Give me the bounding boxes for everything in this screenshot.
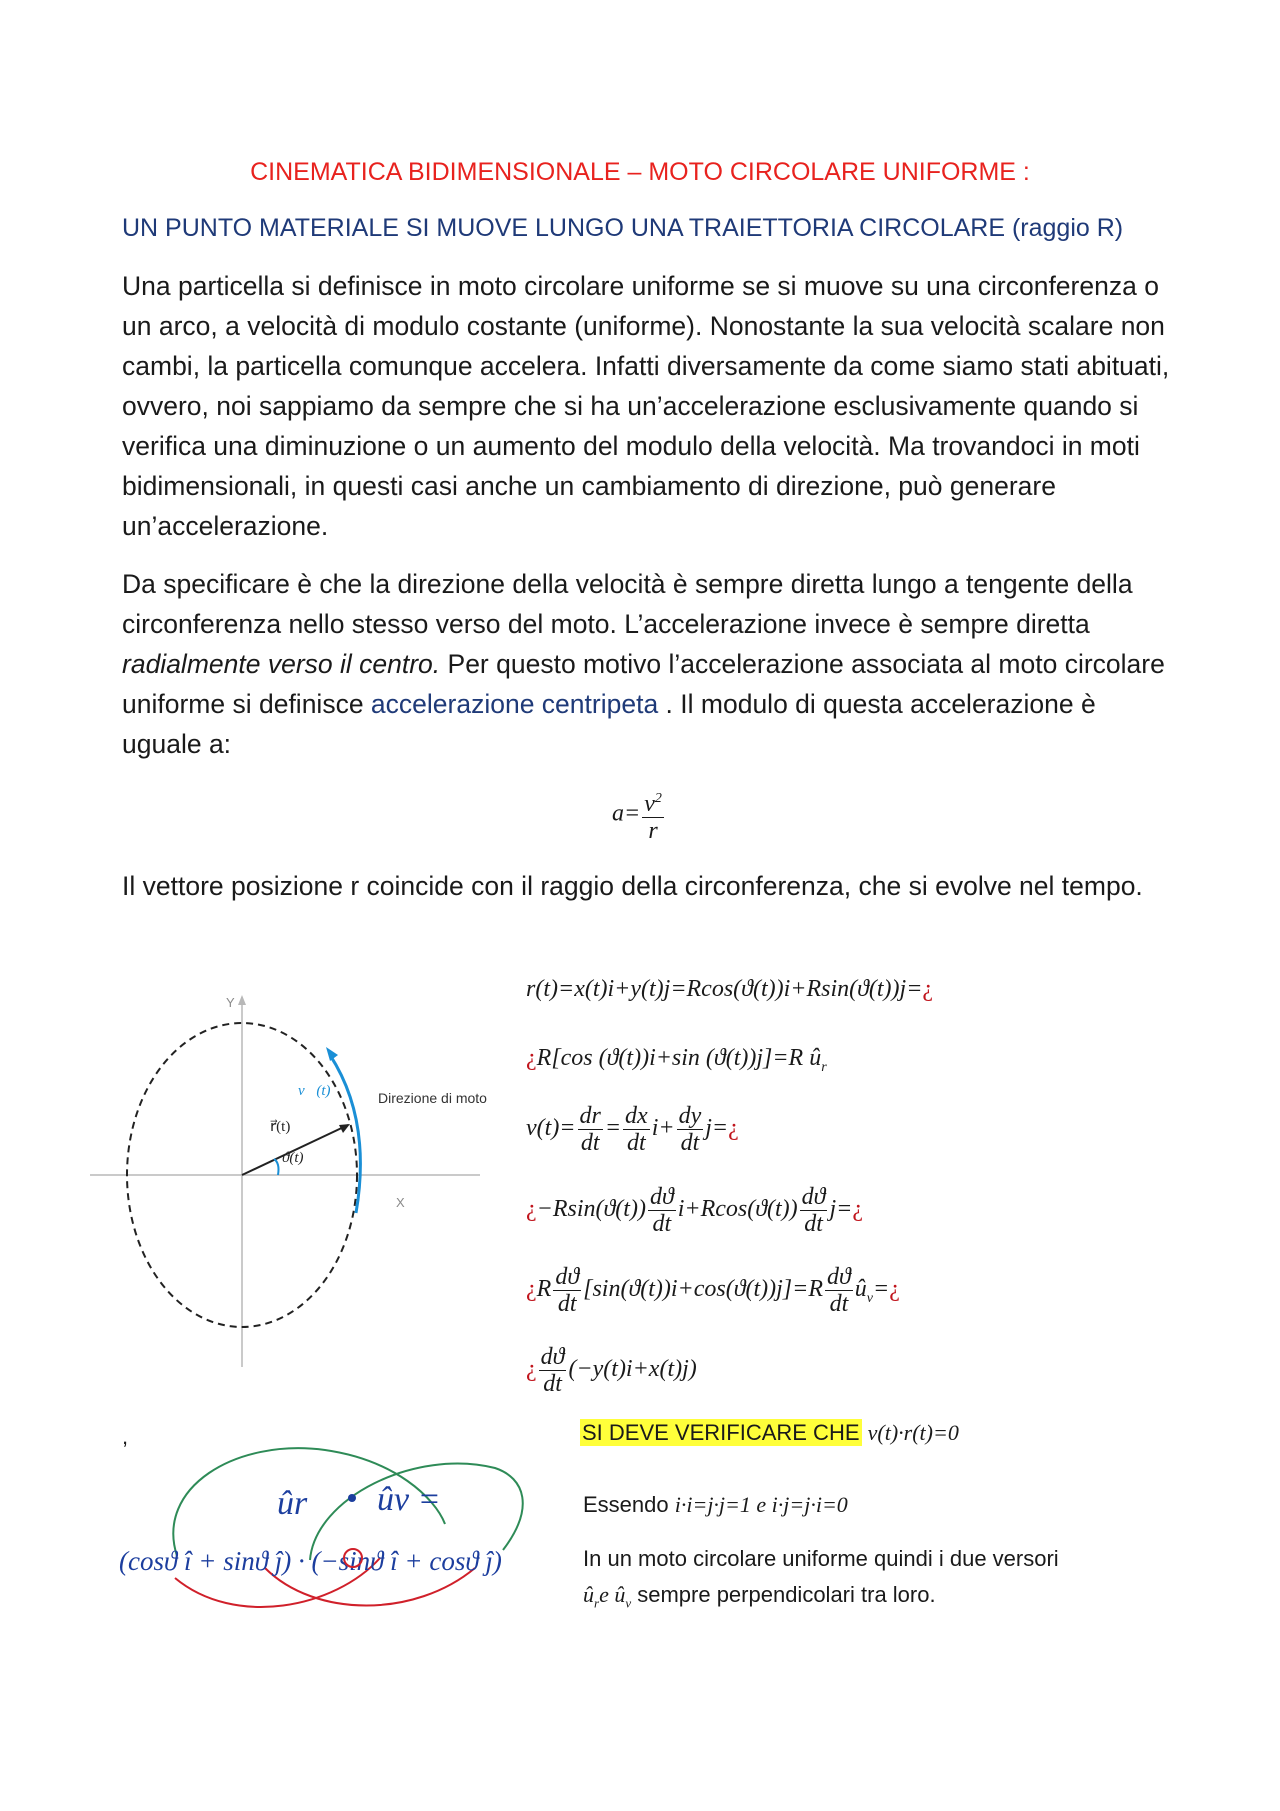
eq3-inv-q: ¿: [728, 1115, 739, 1142]
equation-6: [526, 1344, 697, 1397]
direction-label: Direzione di moto: [378, 1090, 487, 1106]
eq5-d: =: [873, 1276, 890, 1303]
eq3-f2-num: dx: [625, 1103, 648, 1129]
eq3-lhs: v(t)=: [526, 1115, 576, 1142]
eq5-sub: v: [866, 1290, 874, 1306]
verify-line: [580, 1420, 959, 1446]
eq4-inv-q-start: ¿: [526, 1196, 537, 1223]
eq4-f2-num: dϑ: [801, 1184, 826, 1210]
conclusion-line-1: In un moto circolare uniforme quindi i due versori: [583, 1546, 1059, 1571]
eq5-f2-den: dt: [829, 1291, 849, 1317]
eq1-inv-q: ¿: [922, 976, 934, 1002]
conclusion-e-uv: e û: [599, 1582, 626, 1607]
formula-a-num: v: [644, 791, 655, 817]
eq2-text: R[cos (ϑ(t))i+sin (ϑ(t))j]=R û: [536, 1045, 822, 1071]
verify-highlight: SI DEVE VERIFICARE CHE: [582, 1420, 860, 1445]
page-subtitle: UN PUNTO MATERIALE SI MUOVE LUNGO UNA TRAIETTORIA CIRCOLARE (raggio R): [122, 214, 1124, 242]
eq5-b: [sin(ϑ(t))i+cos(ϑ(t))j]=R: [583, 1276, 824, 1303]
circular-motion-diagram: [80, 985, 510, 1375]
eq4-f1-den: dt: [652, 1211, 672, 1237]
paragraph-acceleration: [122, 564, 1182, 764]
velocity-arrow-icon: [326, 1047, 338, 1061]
eq6-b: (−y(t)i+x(t)j): [568, 1356, 697, 1383]
formula-a-fraction: [642, 786, 664, 844]
eq6-f-num: dϑ: [540, 1344, 565, 1370]
essendo-label: Essendo: [583, 1492, 669, 1517]
eq5-c: û: [854, 1276, 867, 1303]
eq6-f-den: dt: [543, 1371, 562, 1397]
stray-comma: ,: [122, 1424, 129, 1449]
equation-1: [526, 976, 933, 1003]
handwritten-ur-icon: ûr: [277, 1485, 308, 1522]
theta-arc: [274, 1159, 279, 1175]
conclusion-ur: û: [583, 1582, 594, 1607]
x-axis-label: X: [396, 1195, 405, 1210]
paragraph-position-vector: Il vettore posizione r coincide con il raggio della circonferenza, che si evolve nel tempo.: [122, 871, 1143, 901]
equation-4: [526, 1184, 863, 1237]
conclusion-sub-r: r: [594, 1595, 600, 1611]
eq4-inv-q-end: ¿: [852, 1196, 863, 1223]
essendo-formula: i·i=j·j=1 e i·j=j·i=0: [674, 1492, 848, 1517]
eq4-f2-den: dt: [804, 1211, 823, 1237]
conclusion-text: sempre perpendicolari tra loro.: [631, 1582, 936, 1607]
position-label: r⃗(t): [270, 1119, 291, 1135]
equation-3: v(t)= $\frac{dr}{dt}$ = $\frac{dx}{dt}$ i+ $\frac{dy}{dt}$ j=¿: [526, 1103, 739, 1156]
verify-formula: v(t)·r(t)=0: [867, 1420, 959, 1445]
paragraph-acceleration-part2: Per questo motivo l’accelerazione associata al moto circolare uniforme si definisce: [122, 649, 1165, 719]
eq4-a: −Rsin(ϑ(t)): [536, 1196, 646, 1223]
velocity-label: v⃗(t): [298, 1083, 331, 1099]
conclusion-line-2: [583, 1582, 936, 1611]
essendo-line: [583, 1492, 848, 1518]
paragraph-acceleration-part1: Da specificare è che la direzione della velocità è sempre diretta lungo a tengente della circonferenza nello stesso verso del moto. L’accelerazione invece è sempre diretta: [122, 569, 1133, 639]
equation-5: [526, 1264, 900, 1317]
eq3-mid: i+: [651, 1115, 675, 1142]
eq3-f1-num: dr: [579, 1103, 601, 1129]
eq4-f1-num: dϑ: [649, 1184, 674, 1210]
eq3-f3-den: dt: [680, 1130, 700, 1156]
eq3-end: j=: [705, 1115, 729, 1142]
eq5-inv-q-start: ¿: [526, 1276, 537, 1303]
eq1-text: r(t)=x(t)i+y(t)j=Rcos(ϑ(t))i+Rsin(ϑ(t))j=: [526, 976, 923, 1002]
eq2-inv-q: ¿: [526, 1045, 537, 1071]
eq4-b: i+Rcos(ϑ(t)): [677, 1196, 798, 1223]
formula-a-lhs: a=: [612, 800, 641, 827]
dot-product-icon: [348, 1494, 356, 1502]
eq5-f2-num: dϑ: [827, 1264, 851, 1290]
eq2-sub: r: [821, 1059, 827, 1075]
conclusion-sub-v: v: [625, 1595, 632, 1611]
theta-label: ϑ(t): [282, 1150, 304, 1166]
equation-2: [526, 1045, 827, 1076]
paragraph-acceleration-italic: radialmente verso il centro.: [122, 649, 441, 679]
eq3-f1-den: dt: [580, 1130, 600, 1156]
eq3-f3-num: dy: [678, 1103, 702, 1129]
eq3-f2-den: dt: [627, 1130, 646, 1156]
handwritten-uv-icon: ûv =: [377, 1481, 441, 1518]
eq5-inv-q-end: ¿: [889, 1276, 900, 1303]
paragraph-acceleration-part3: . Il modulo di questa accelerazione è uguale a:: [122, 689, 1096, 759]
centripetal-acceleration-term: accelerazione centripeta: [370, 689, 659, 719]
eq5-a: R: [536, 1276, 552, 1303]
eq5-f1-num: dϑ: [555, 1264, 580, 1290]
eq5-f1-den: dt: [557, 1291, 577, 1317]
page-title: CINEMATICA BIDIMENSIONALE – MOTO CIRCOLARE UNIFORME :: [250, 158, 1030, 186]
formula-centripetal: [612, 786, 666, 844]
handwritten-expression-icon: (cosϑ î + sinϑ ĵ) · (−sinϑ î + cosϑ ĵ): [119, 1546, 502, 1576]
eq4-c: j=: [829, 1196, 853, 1223]
paragraph-intro: Una particella si definisce in moto circolare uniforme se si muove su una circonferenza o un arco, a velocità di modulo costante (uniforme). Nonostante la sua velocità scalare non cambi, la particella comunque accelera. Infatti diversamente da come siamo stati abituati, ovvero, noi sappiamo da sempre che si ha un’accelerazione esclusivamente quando si verifica una diminuzione o un aumento del modulo della velocità. Ma trovandoci in moti bidimensionali, in questi casi anche un cambiamento di direzione, può generare un’accelerazione.: [122, 271, 1170, 541]
formula-a-den: r: [648, 818, 658, 844]
formula-a-sup: 2: [654, 791, 662, 806]
y-axis-arrow-icon: [238, 995, 246, 1005]
handwritten-annotation: [115, 1428, 560, 1608]
y-axis-label: Y: [226, 995, 235, 1010]
eq6-inv-q: ¿: [526, 1356, 537, 1383]
